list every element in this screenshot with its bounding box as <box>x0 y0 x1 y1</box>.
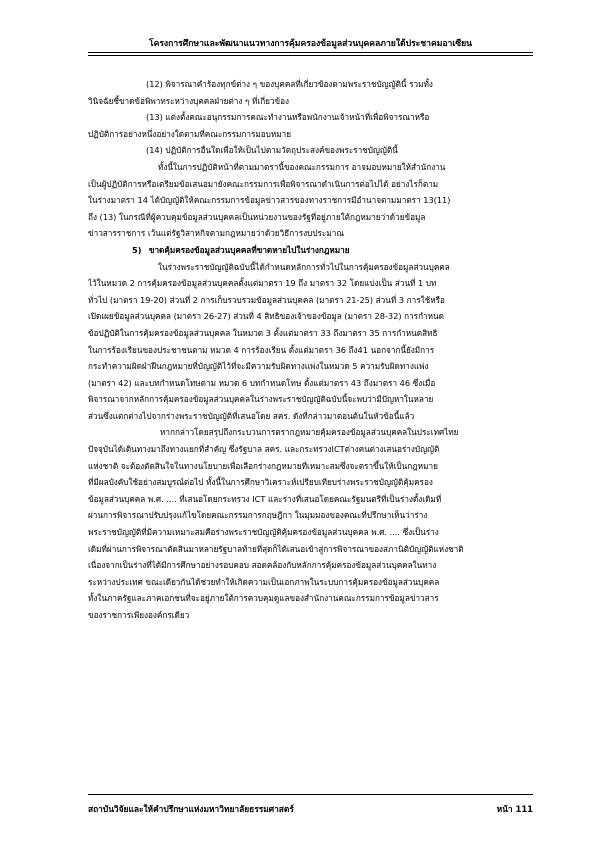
page-body <box>88 76 533 624</box>
body-line: ถึง (13) ในกรณีที่ผู้ควบคุมข้อมูลส่วนบุคคลเป็นหน่วยงานของรัฐที่อยู่ภายใต้กฎหมายว่าด้วยข้อมูล <box>88 211 426 222</box>
body-line: หากกล่าวโดยสรุปถึงกระบวนการตรากฎหมายคุ้มครองข้อมูลส่วนบุคคลในประเทศไทย <box>160 427 459 438</box>
body-line: ทั้งในภาครัฐและภาคเอกชนที่จะอยู่ภายใต้การควบคุมดูแลของสำนักงานคณะกรรมการข้อมูลข่าวสาร <box>88 593 439 604</box>
body-line: ข้อปฏิบัติในการคุ้มครองข้อมูลส่วนบุคคล ในหมวด 3 ตั้งแต่มาตรา 33 ถึงมาตรา 35 การกำหนดสิทธิ <box>88 327 438 338</box>
footer-rule <box>88 794 533 795</box>
body-line: ไว้ในหมวด 2 การคุ้มครองข้อมูลส่วนบุคคลตั้งแต่มาตรา 19 ถึง มาตรา 32 โดยแบ่งเป็น ส่วนที่ 1 บท <box>88 278 437 289</box>
body-line: ปฏิบัติการอย่างหนึ่งอย่างใดตามที่คณะกรรมการมอบหมาย <box>88 128 292 139</box>
section-heading <box>88 242 533 259</box>
body-line: เปิดเผยข้อมูลส่วนบุคคล (มาตรา 26-27) ส่วนที่ 4 สิทธิของเจ้าของข้อมูล (มาตรา 28-32) การกำหนด <box>88 311 444 322</box>
body-line: พระราชบัญญัติที่มีความเหมาะสมคือร่างพระราชบัญญัติคุ้มครองข้อมูลส่วนบุคคล พ.ศ. .... ซึ่งเป็นร่าง <box>88 527 439 538</box>
body-line: กระทำความผิดฝ่าฝืนกฎหมายที่บัญญัติไว้ที่จะมีความรับผิดทางแพ่งในหมวด 5 ความรับผิดทางแพ่ง <box>88 361 429 372</box>
body-line: ปัจจุบันได้เดินทางมาถึงทางแยกที่สำคัญ ซึ่งรัฐบาล สคร. และกระทรวงICTต่างคนต่างเสนอร่างบัญญัติ <box>88 444 440 455</box>
body-line: (14) ปฏิบัติการอื่นใดเพื่อให้เป็นไปตามวัตถุประสงค์ของพระราชบัญญัตินี้ <box>146 145 398 156</box>
body-line: (มาตรา 42) และบทกำหนดโทษตาม หมวด 6 บทกำหนดโทษ ตั้งแต่มาตรา 43 ถึงมาตรา 46 ซึ่งเมื่อ <box>88 377 436 388</box>
header-rule-secondary <box>88 55 533 56</box>
body-line: (13) แต่งตั้งคณะอนุกรรมการคณะทำงานหรือพนักงานเจ้าหน้าที่เพื่อพิจารณาหรือ <box>146 112 430 123</box>
body-line: ระหว่างประเทศ ขณะเดียวกันได้ช่วยทำให้เกิดความเป็นเอกภาพในระบบการคุ้มครองข้อมูลส่วนบุคคล <box>88 576 440 587</box>
body-line: เป็นผู้ปฏิบัติการหรือเตรียมข้อเสนอมายังคณะกรรมการเพื่อพิจารณาดำเนินการต่อไปได้ อย่างไรก็ตาม <box>88 178 439 189</box>
body-line: ผ่านการพิจารณาปรับปรุงแก้ไขโดยคณะกรรมการกฤษฎีกา ในมุมมองของคณะที่ปรึกษาเห็นว่าร่าง <box>88 510 428 521</box>
section-title: ขาดคุ้มครองข้อมูลส่วนบุคคลที่ขาดหายไปในร่างกฎหมาย <box>148 244 350 255</box>
body-line: ส่วนซึ่งแตกต่างไปจากร่างพระราชบัญญัติที่เสนอโดย สคร. ดังที่กล่าวมาตอนต้นในหัวข้อนี้แล้ว <box>88 410 415 421</box>
header-rule <box>88 52 533 53</box>
page-number: หน้า 111 <box>496 804 533 814</box>
body-line: พิจารณาจากหลักการคุ้มครองข้อมูลส่วนบุคคลในร่างพระราชบัญญัติฉบับนี้จะพบว่ามีปัญหาในหลาย <box>88 394 434 405</box>
body-line: ในร่างพระราชบัญญัติฉบับนี้ได้กำหนดหลักการทั่วไปในการคุ้มครองข้อมูลส่วนบุคคล <box>158 261 450 272</box>
body-line: ทั่วไป (มาตรา 19-20) ส่วนที่ 2 การเก็บรวบรวมข้อมูลส่วนบุคคล (มาตรา 21-25) ส่วนที่ 3 การใช้หรือ <box>88 294 445 305</box>
body-line: ของราชการเพียงองค์กรเดียว <box>88 610 190 620</box>
section-number: 5) <box>132 244 142 255</box>
body-line: ข่าวสารราชการ เว้นแต่รัฐวิสาหกิจตามกฎหมายว่าด้วยวิธีการงบประมาณ <box>88 228 344 239</box>
body-line: (12) พิจารณาคำร้องทุกข์ต่าง ๆ ของบุคคลที่เกี่ยวข้องตามพระราชบัญญัตินี้ รวมทั้ง <box>146 79 433 89</box>
body-line: เนื่องจากเป็นร่างที่ได้มีการศึกษาอย่างรอบคอบ สอดคล้องกับหลักการคุ้มครองข้อมูลส่วนบุคคลในทาง <box>88 560 437 571</box>
body-line: ทั้งนี้ในการปฏิบัติหน้าที่ตามมาตรานี้ของคณะกรรมการ อาจมอบหมายให้สำนักงาน <box>158 161 446 172</box>
body-line: เดิมที่ผ่านการพิจารณาตัดสินมาหลายรัฐบาลท้ายที่สุดก็ได้เสนอเข้าสู่การพิจารณาของสภานิติบัญญัติแห่งชาติ <box>88 543 464 554</box>
body-line: ที่มีผลบังคับใช้อย่างสมบูรณ์ต่อไป ทั้งนี้ในการศึกษาวิเคราะห์เปรียบเทียบร่างพระราชบัญญัติคุ้มครอง <box>88 477 433 488</box>
body-line: ในการร้องเรียนของประชาชนตาม หมวด 4 การร้องเรียน ตั้งแต่มาตรา 36 ถึง41 นอกจากนี้ยังมีการ <box>88 344 435 355</box>
body-line: แห่งชาติ จะต้องตัดสินใจในทางนโยบายเพื่อเลือกร่างกฎหมายที่เหมาะสมซึ่งจะตราขึ้นให้เป็นกฎหมาย <box>88 460 438 471</box>
footer-institution: สถาบันวิจัยและให้คำปรึกษาแห่งมหาวิทยาลัยธรรมศาสตร์ <box>88 804 294 814</box>
running-header: โครงการศึกษาและพัฒนาแนวทางการคุ้มครองข้อมูลส่วนบุคคลภายใต้ประชาคมอาเซียน <box>148 39 473 49</box>
body-line: ข้อมูลส่วนบุคคล พ.ศ. .... ที่เสนอโดยกระทรวง ICT และร่างที่เสนอโดยคณะรัฐมนตรีที่เป็นร่างดั้งเดิมที่ <box>88 493 442 504</box>
page-footer <box>88 802 533 816</box>
body-line: ในร่างมาตรา 14 ได้บัญญัติให้คณะกรรมการข้อมูลข่าวสารของทางราชการมีอำนาจตามมาตรา 13(11) <box>88 195 451 206</box>
body-line: วินิจฉัยชี้ขาดข้อพิพาทระหว่างบุคคลฝ่ายต่าง ๆ ที่เกี่ยวข้อง <box>88 95 290 106</box>
